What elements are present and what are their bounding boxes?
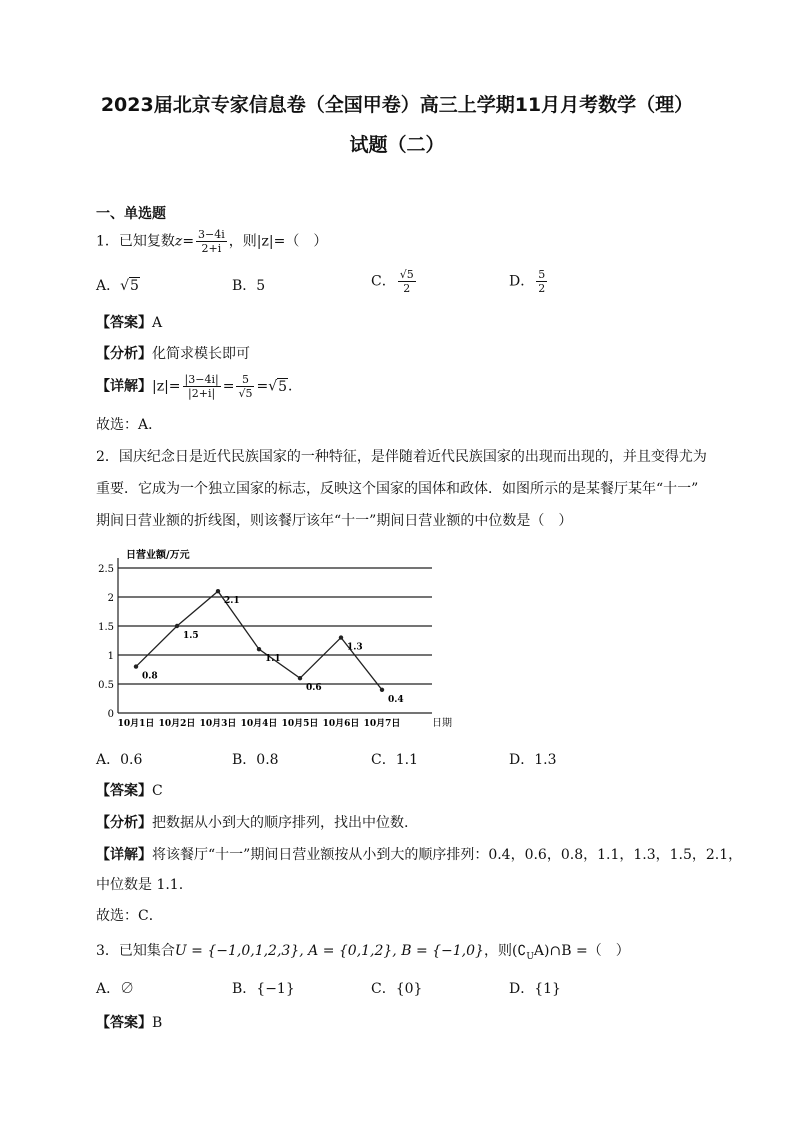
frac-den: 2 <box>538 282 546 295</box>
answer-tag: 【答案】 <box>96 783 152 799</box>
x-tick-label: 10月7日 <box>363 719 401 729</box>
q3-stem <box>96 940 630 962</box>
answer-value: A <box>152 315 163 331</box>
q1-option-a[interactable]: A．√5 <box>96 278 139 294</box>
y-tick-label: 1.5 <box>98 622 114 633</box>
q3-answer <box>96 1012 162 1032</box>
detail-pre: |z|= <box>152 378 181 395</box>
q1-analysis <box>96 343 250 363</box>
option-letter: D． <box>509 981 535 997</box>
option-letter: A． <box>96 278 121 294</box>
q2-conclusion: 故选：C． <box>96 908 163 924</box>
data-label: 1.1 <box>265 654 281 665</box>
q2-analysis <box>96 812 408 832</box>
series-line <box>136 591 382 690</box>
answer-value: B <box>152 1015 163 1031</box>
page-title-line1: 2023届北京专家信息卷（全国甲卷）高三上学期11月月考数学（理） <box>100 94 694 116</box>
detail-frac2 <box>236 373 254 400</box>
x-tick-label: 10月3日 <box>199 719 237 729</box>
x-tick-label: 10月4日 <box>240 719 278 729</box>
y-tick-label: 0.5 <box>98 680 114 691</box>
chart-ylabel: 日营业额/万元 <box>126 550 190 561</box>
frac-num: 5 <box>236 373 254 387</box>
q1-option-b[interactable] <box>232 275 265 295</box>
data-label: 1.5 <box>183 631 199 641</box>
q2-stem-line1: 2．国庆纪念日是近代民族国家的一种特征，是伴随着近代民族国家的出现而出现的，并且变得尤为 <box>96 449 707 465</box>
q3-sets: U = {−1,0,1,2,3}, A = {0,1,2}, B = {−1,0} <box>174 943 484 959</box>
analysis-tag: 【分析】 <box>96 346 152 362</box>
line-chart <box>96 546 452 732</box>
q3-option-a[interactable] <box>96 978 134 998</box>
q1-prefix: 1．已知复数 <box>96 233 175 250</box>
option-letter: C． <box>371 273 396 290</box>
detail-end: ． <box>288 378 303 395</box>
data-label: 0.4 <box>388 694 404 705</box>
q3-option-c[interactable] <box>371 978 422 998</box>
option-letter: D． <box>509 752 535 768</box>
q2-detail-2: 中位数是 1.1. <box>96 877 184 893</box>
option-letter: D． <box>509 273 535 290</box>
page-title-line2: 试题（二） <box>349 134 445 156</box>
q1-suffix: ，则|z|=（ ） <box>228 233 328 250</box>
q1-eq: = <box>182 233 195 250</box>
q1-answer <box>96 312 162 332</box>
q2-stem-line2: 重要．它成为一个独立国家的标志，反映这个国家的国体和政体．如图所示的是某餐厅某年“十一” <box>96 481 699 497</box>
option-value: 0.8 <box>256 752 279 768</box>
detail-frac1 <box>183 373 221 400</box>
chart-series <box>134 589 404 705</box>
detail-tag: 【详解】 <box>96 847 152 863</box>
detail-sqrt: 5 <box>278 378 288 395</box>
option-value: 5 <box>130 278 139 294</box>
q1-option-d[interactable] <box>509 268 549 295</box>
q2-detail <box>96 844 742 864</box>
option-fraction <box>536 268 547 295</box>
answer-tag: 【答案】 <box>96 1015 152 1031</box>
detail-text: 将该餐厅“十一”期间日营业额按从小到大的顺序排列：0.4，0.6，0.8，1.1，1.3，1.5，2.1， <box>152 847 743 863</box>
q3-option-b[interactable] <box>232 978 295 998</box>
option-fraction <box>398 268 416 295</box>
q1-option-c[interactable] <box>371 268 418 295</box>
option-letter: C． <box>371 752 396 768</box>
option-value: {1} <box>534 981 561 997</box>
option-value: 0.6 <box>120 752 143 768</box>
option-letter: C． <box>371 981 396 997</box>
option-value: {0} <box>395 981 423 997</box>
x-tick-label: 10月5日 <box>281 719 319 729</box>
section-heading: 一、单选题 <box>96 206 166 222</box>
x-tick-label: 10月6日 <box>322 719 360 729</box>
data-point <box>298 676 302 680</box>
data-point <box>216 589 220 593</box>
q1-detail: 【详解】|z|= $\frac{|3-4i|}{|2+i|}$ = $\frac{5}{√5}$ =√5． <box>96 373 303 400</box>
q3-suffix: ，则(∁ <box>483 943 527 959</box>
data-label: 0.6 <box>306 683 322 694</box>
option-letter: B． <box>232 752 257 768</box>
analysis-tag: 【分析】 <box>96 815 152 831</box>
analysis-text: 把数据从小到大的顺序排列，找出中位数. <box>152 815 409 831</box>
q2-option-c[interactable] <box>371 749 418 769</box>
detail-tag: 【详解】 <box>96 378 152 395</box>
data-point <box>175 624 179 628</box>
chart-xlabel: 日期 <box>432 718 452 729</box>
data-point <box>339 635 343 639</box>
q1-var: z <box>174 233 183 250</box>
x-tick-label: 10月2日 <box>158 719 196 729</box>
analysis-text: 化简求模长即可 <box>152 346 250 362</box>
answer-value: C <box>152 783 163 799</box>
x-tick-label: 10月1日 <box>117 719 155 729</box>
data-point <box>134 664 138 668</box>
q3-option-d[interactable] <box>509 978 561 998</box>
q3-sub: U <box>526 951 534 962</box>
y-tick-label: 2.5 <box>98 564 114 575</box>
option-value: 1.1 <box>395 752 418 768</box>
option-letter: B． <box>232 278 257 294</box>
option-value: 5 <box>256 278 266 294</box>
frac-den: |2+i| <box>188 387 216 400</box>
q2-answer <box>96 780 163 800</box>
y-tick-label: 1 <box>107 651 114 662</box>
chart-axes <box>98 558 432 729</box>
q3-suffix2: A)∩B =（ ） <box>533 943 630 959</box>
q1-fraction <box>196 228 227 255</box>
q2-option-b[interactable] <box>232 749 279 769</box>
q2-option-d[interactable] <box>509 749 557 769</box>
data-label: 2.1 <box>224 596 240 607</box>
y-tick-label: 0 <box>107 709 114 720</box>
data-point <box>257 647 261 651</box>
detail-eq: = <box>222 378 235 395</box>
q2-option-a[interactable] <box>96 749 142 769</box>
option-value: {−1} <box>256 981 295 997</box>
option-value: ∅ <box>120 981 135 997</box>
y-tick-label: 2 <box>107 593 114 604</box>
frac-den: √5 <box>238 387 253 400</box>
q3-prefix: 3．已知集合 <box>96 943 175 959</box>
data-point <box>380 688 384 692</box>
option-value: 1.3 <box>534 752 557 768</box>
option-letter: A． <box>96 981 121 997</box>
q2-stem-line3: 期间日营业额的折线图，则该餐厅该年“十一”期间日营业额的中位数是（ ） <box>96 513 573 529</box>
data-label: 0.8 <box>142 671 158 682</box>
frac-den: 2 <box>403 282 411 295</box>
frac-num: |3−4i| <box>184 373 219 386</box>
q1-num: 3−4i <box>198 228 225 241</box>
answer-tag: 【答案】 <box>96 315 152 331</box>
frac-num: 5 <box>538 268 546 281</box>
option-letter: B． <box>232 981 257 997</box>
q1-stem <box>96 228 327 255</box>
detail-eq2: = <box>256 378 269 395</box>
frac-num: √5 <box>399 268 414 281</box>
q1-den: 2+i <box>201 242 222 255</box>
data-label: 1.3 <box>347 642 363 653</box>
chart-grid <box>118 568 432 684</box>
option-letter: A． <box>96 752 121 768</box>
q1-conclusion: 故选：A． <box>96 417 163 433</box>
